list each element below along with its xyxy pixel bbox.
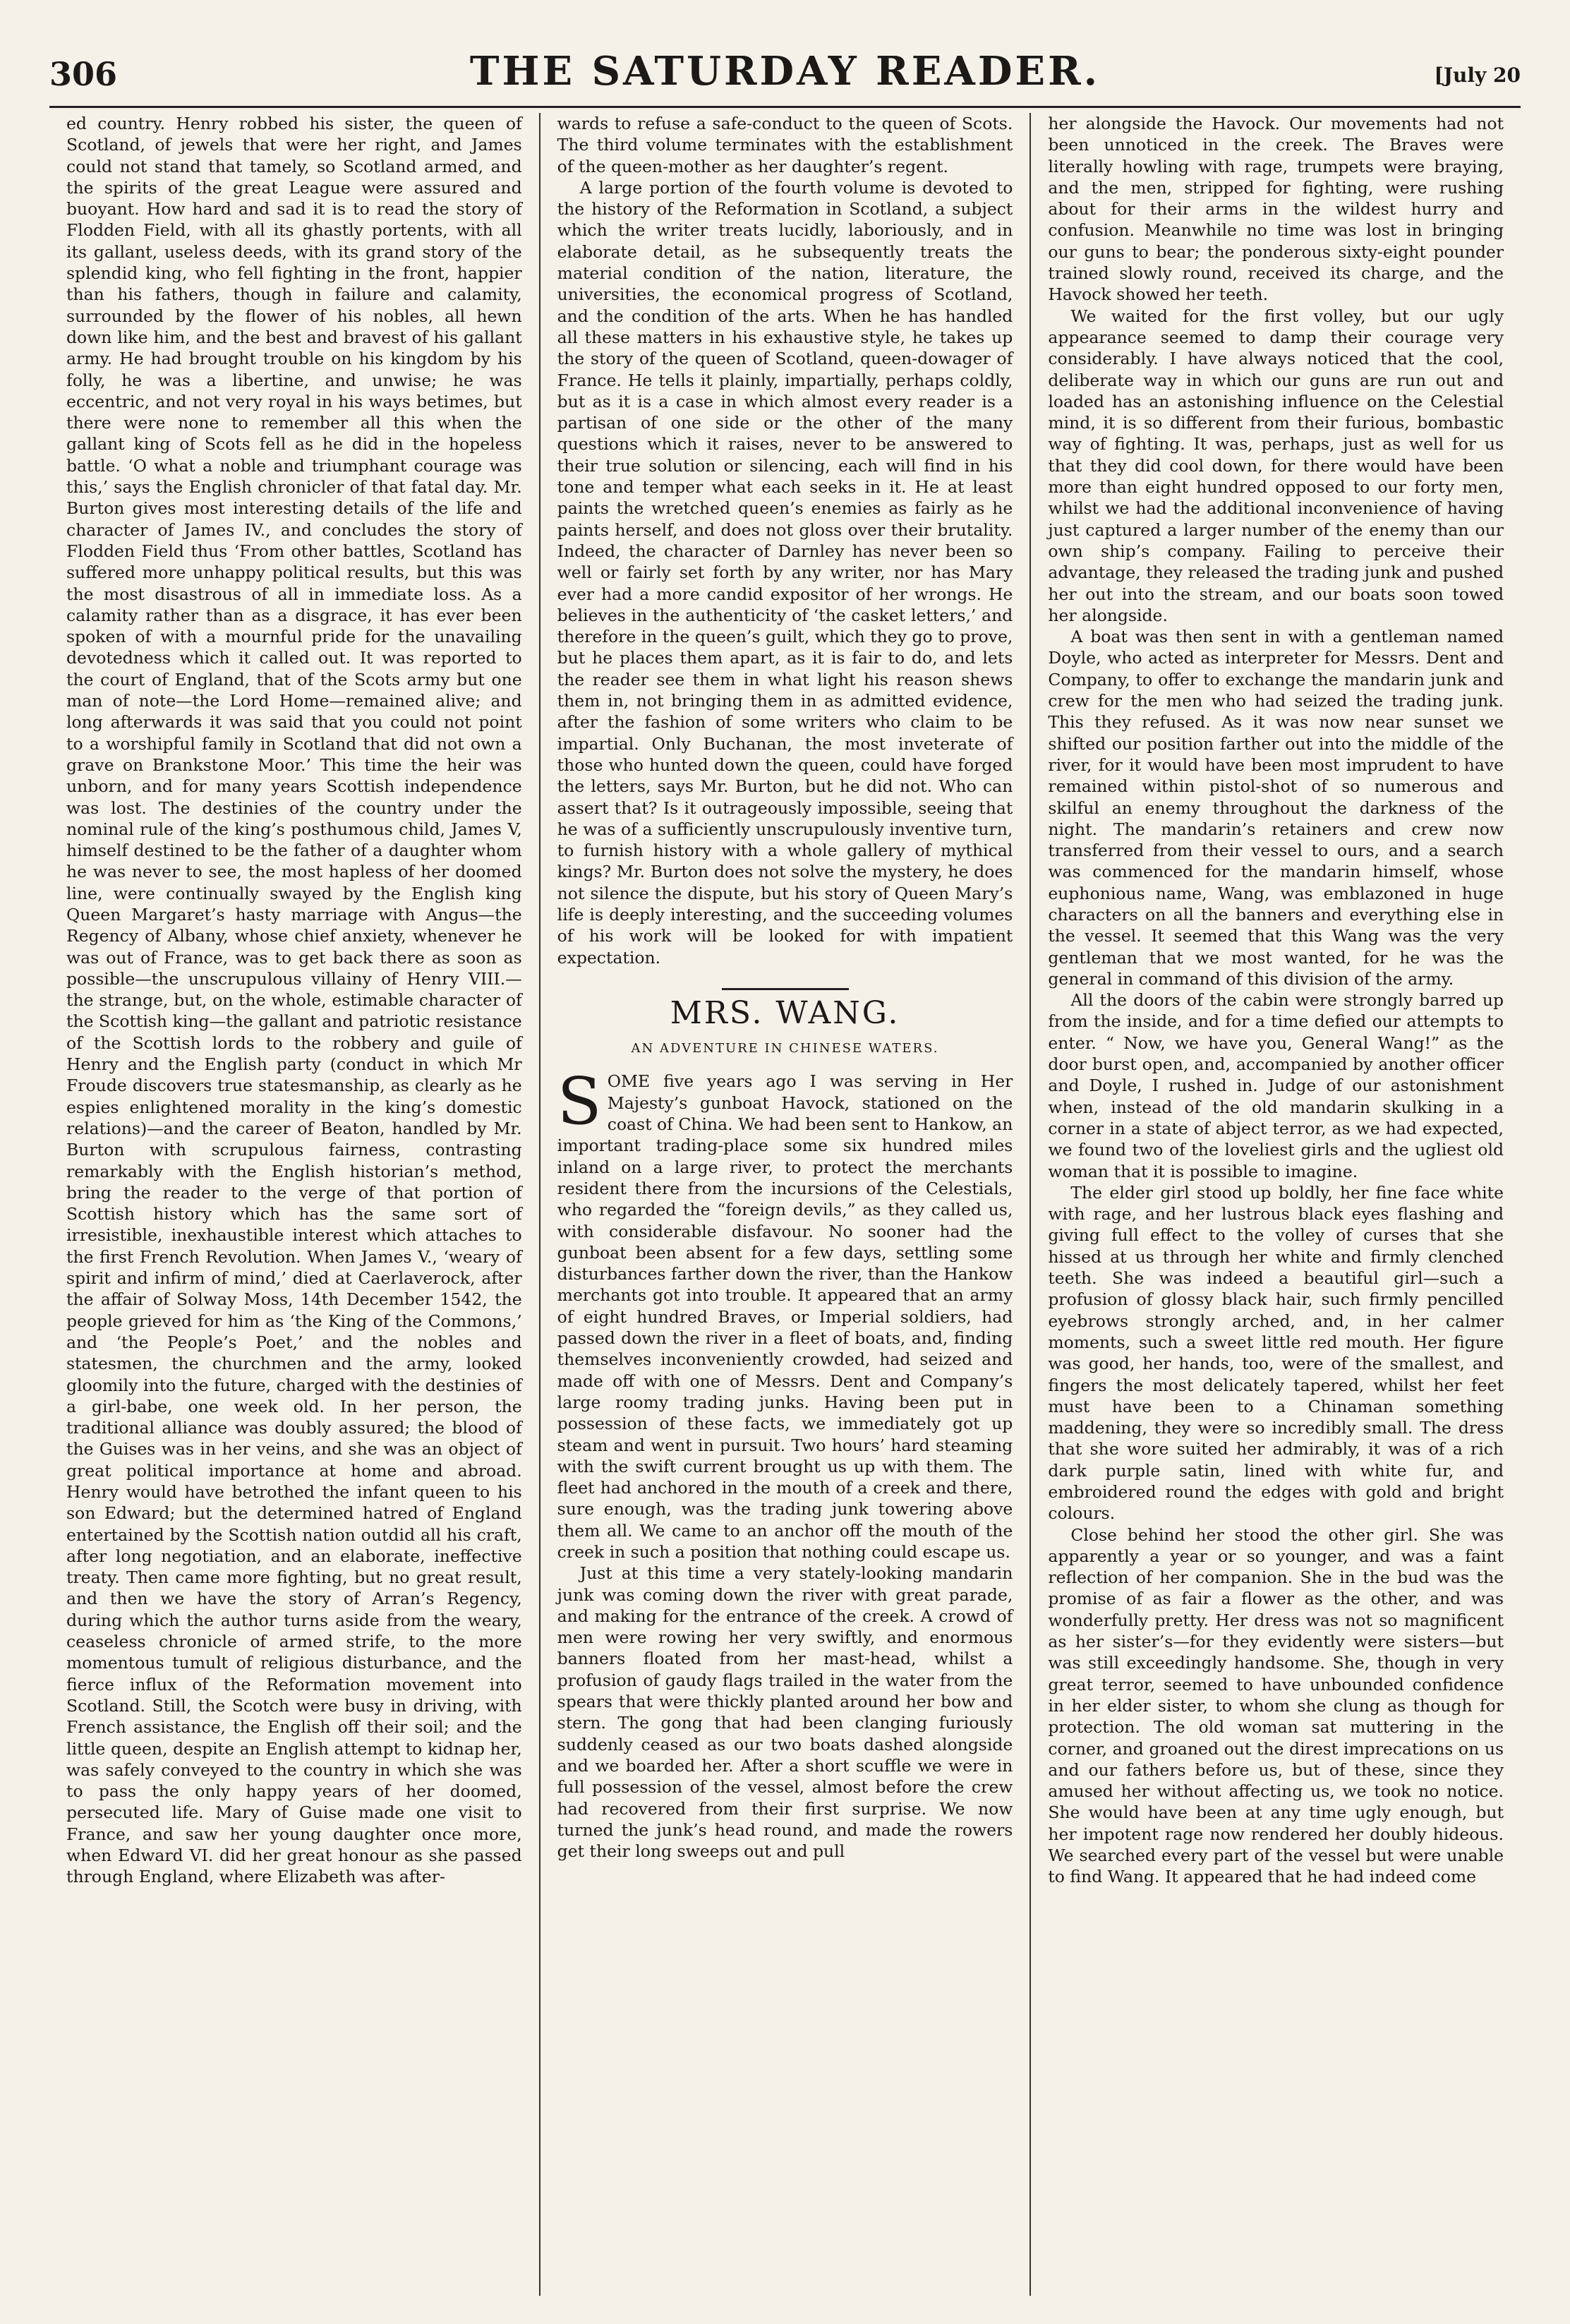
section-divider [722, 988, 849, 990]
paragraph-text: OME five years ago I was serving in Her Majesty’s gunboat Havock, stationed on the coast of China. We had been sent to Hankow, an important trading-place some six hundred miles inland on a large river, to protect the merchants resident there from the incursions of the Celestials, who regarded the “foreign devils,” as they called us, with considerable disfavour. No sooner had the gunboat been absent for a few days, settling some disturbances farther down the river, than the Hankow merchants got into trouble. It appeared that an army of eight hundred Braves, or Imperial soldiers, had passed down the river in a fleet of boats, and, finding themselves inconveniently crowded, had seized and made off with one of Messrs. Dent and Company’s large roomy trading junks. Having been put in possession of these facts, we immediately got up steam and went in pursuit. Two hours’ hard steaming with the swift current brought us up with them. The fleet had anchored in the mouth of a creek and there, sure enough, was the trading junk towering above them all. We came to an anchor off the mouth of the creek in such a position that nothing could escape us. [557, 1071, 1013, 1562]
paragraph [557, 1064, 1013, 1563]
paragraph: Just at this time a very stately-looking mandarin junk was coming down the river with great parade, and making for the entrance of the creek. A crowd of men were rowing her very swiftly, and enormous banners floated from her mast-head, whilst a profusion of gaudy flags trailed in the water from the spears that were thickly planted around her bow and stern. The gong that had been clanging furiously suddenly ceased as our two boats dashed alongside and we boarded her. After a short scuffle we were in full possession of the vessel, almost before the crew had recovered from their first surprise. We now turned the junk’s head round, and made the rowers get their long sweeps out and pull [557, 1563, 1013, 1862]
issue-date: [July 20 [1434, 64, 1521, 87]
page-number: 306 [49, 55, 118, 93]
column-1 [49, 113, 539, 2296]
text-columns [49, 113, 1521, 2296]
paragraph: A large portion of the fourth volume is devoted to the history of the Reformation in Scotland, a subject which the writer treats lucidly, laboriously, and in elaborate detail, as he subsequently treats the material condition of the nation, literature, the universities, the economical progress of Scotland, and the condition of the arts. When he has handled all these matters in his exhaustive style, he takes up the story of the queen of Scotland, queen-dowager of France. He tells it plainly, impartially, perhaps coldly, but as it is a case in which almost every reader is a partisan of one side or the other of the many questions which it raises, never to be answered to their true solution or silencing, each will find in his tone and temper what each seeks in it. He at least paints the wretched queen’s enemies as fairly as he paints herself, and does not gloss over their brutality. Indeed, the character of Darnley has never been so well or fairly set forth by any writer, nor has Mary ever had a more candid expositor of her wrongs. He believes in the authenticity of ‘the casket letters,’ and therefore in the queen’s guilt, which they go to prove, but he places them apart, as it is fair to do, and lets the reader see them in what light his reason shews them in, not bringing them in as admitted evidence, after the fashion of some writers who claim to be impartial. Only Buchanan, the most inveterate of those who hunted down the queen, could have forged the letters, says Mr. Burton, but he did not. Who can assert that? Is it outrageously impossible, seeing that he was of a sufficiently unscrupulously inventive turn, to furnish history with a whole gallery of mythical kings? Mr. Burton does not solve the mystery, he does not silence the dispute, but his story of Queen Mary’s life is deeply interesting, and the succeeding volumes of his work will be looked for with impatient expectation. [557, 177, 1013, 968]
paragraph: All the doors of the cabin were strongly barred up from the inside, and for a time defied our attempts to enter. “ Now, we have you, General Wang!” as the door burst open, and, accompanied by another officer and Doyle, I rushed in. Judge of our astonishment when, instead of the old mandarin skulking in a corner in a state of abject terror, as we had expected, we found two of the loveliest girls and the ugliest old woman that it is possible to imagine. [1048, 990, 1504, 1181]
running-title: THE SATURDAY READER. [469, 48, 1101, 95]
article-subtitle: AN ADVENTURE IN CHINESE WATERS. [631, 1041, 939, 1056]
drop-cap: S [557, 1064, 602, 1140]
paragraph: A boat was then sent in with a gentleman named Doyle, who acted as interpreter for Messrs. Dent and Company, to offer to exchange the mandarin junk and crew for the men who had seized the trading junk. This they refused. As it was now near sunset we shifted our position farther out into the middle of the river, for it would have been most imprudent to have remained within pistol-shot of so numerous and skilful an enemy throughout the darkness of the night. The mandarin’s retainers and crew now transferred from their vessel to ours, and a search was commenced for the mandarin himself, whose euphonious name, Wang, was emblazoned in huge characters on all the banners and everything else in the vessel. It seemed that this Wang was the very gentleman that we most wanted, for he was the general in command of this division of the army. [1048, 627, 1504, 989]
paragraph: We waited for the first volley, but our ugly appearance seemed to damp their courage very considerably. I have always noticed that the cool, deliberate way in which our guns are run out and loaded has an astonishing influence on the Celestial mind, it is so different from their furious, bombastic way of fighting. It was, perhaps, just as well for us that they did cool down, for there would have been more than eight hundred opposed to our forty men, whilst we had the additional inconvenience of having just captured a larger number of the enemy than our own ship’s company. Failing to perceive their advantage, they released the trading junk and pushed her out into the stream, and our boats soon towed her alongside. [1048, 306, 1504, 625]
paragraph: The elder girl stood up boldly, her fine face white with rage, and her lustrous black eyes flashing and giving full effect to the volley of curses that she hissed at us through her white and firmly clenched teeth. She was indeed a beautiful girl—such a profusion of glossy black hair, such firmly pencilled eyebrows strongly arched, and, in her calmer moments, such a sweet little red mouth. Her figure was good, her hands, too, were of the smallest, and fingers the most delicately tapered, whilst her feet must have been to a Chinaman something maddening, they were so incredibly small. The dress that she wore suited her admirably, it was of a rich dark purple satin, lined with white fur, and embroidered round the edges with gold and bright colours. [1048, 1182, 1504, 1524]
paragraph: wards to refuse a safe-conduct to the queen of Scots. The third volume terminates with the establishment of the queen-mother as her daughter’s regent. [557, 114, 1013, 176]
article-title: MRS. WANG. [670, 994, 900, 1031]
page-header [49, 28, 1521, 108]
column-2 [539, 113, 1030, 2296]
column-3 [1029, 113, 1521, 2296]
paragraph: her alongside the Havock. Our movements had not been unnoticed in the creek. The Braves were literally howling with rage, trumpets were braying, and the men, stripped for fighting, were rushing about for their arms in the wildest hurry and confusion. Meanwhile no time was lost in bringing our guns to bear; the ponderous sixty-eight pounder trained slowly round, received its charge, and the Havock showed her teeth. [1048, 114, 1504, 305]
paragraph: Close behind her stood the other girl. She was apparently a year or so younger, and was a faint reflection of her companion. She in the bud was the promise of as fair a flower as the other, and was wonderfully pretty. Her dress was not so magnificent as her sister’s—for they evidently were sisters—but was still exceedingly handsome. She, though in very great terror, seemed to have unbounded confidence in her elder sister, to whom she clung as though for protection. The old woman sat muttering in the corner, and groaned out the direst imprecations on us and our fathers before us, but of these, since they amused her without affecting us, we took no notice. She would have been at any time ugly enough, but her impotent rage now rendered her doubly hideous. We searched every part of the vessel but were unable to find Wang. It appeared that he had indeed come [1048, 1524, 1504, 1887]
paragraph: ed country. Henry robbed his sister, the queen of Scotland, of jewels that were her right, and James could not stand that tamely, so Scotland armed, and the spirits of the great League were assured and buoyant. How hard and sad it is to read the story of Flodden Field, with all its ghastly portents, with all its gallant, useless deeds, with its grand story of the splendid king, who fell fighting in the front, happier than his fathers, though in failure and calamity, surrounded by the flower of his nobles, all hewn down like him, and the best and bravest of his gallant army. He had brought trouble on his kingdom by his folly, he was a libertine, and unwise; he was eccentric, and not very royal in his ways betimes, but there were none to remember all this when the gallant king of Scots fell as he did in the hopeless battle. ‘O what a noble and triumphant courage was this,’ says the English chronicler of that fatal day. Mr. Burton gives most interesting details of the life and character of James IV., and concludes the story of Flodden Field thus ‘From other battles, Scotland has suffered more unhappy political results, but this was the most disastrous of all in immediate loss. As a calamity rather than as a disgrace, it has ever been spoken of with a mournful pride for the unavailing devotedness which it called out. It was reported to the court of England, that of the Scots army but one man of note—the Lord Home—remained alive; and long afterwards it was said that you could not point to a worshipful family in Scotland that did not own a grave on Brankstone Moor.’ This time the heir was unborn, and for many years Scottish independence was lost. The destinies of the country under the nominal rule of the king’s posthumous child, James V, himself destined to be the father of a daughter whom he was never to see, the most hapless of her doomed line, were continually swayed by the English king Queen Margaret’s hasty marriage with Angus—the Regency of Albany, whose chief anxiety, whenever he was out of France, was to get back there as soon as possible—the unscrupulous villainy of Henry VIII.—the strange, but, on the whole, estimable character of the Scottish king—the gallant and patriotic resistance of the Scottish lords to the robbery and guile of Henry and the English party (conduct in which Mr Froude discovers true statesmanship, as clearly as he espies enlightened morality in the king’s domestic relations)—and the career of Beaton, handled by Mr. Burton with scrupulous fairness, contrasting remarkably with the English historian’s method, bring the reader to the verge of that portion of Scottish history which has the same sort of irresistible, inexhaustible interest which attaches to the first French Revolution. When James V., ‘weary of spirit and infirm of mind,’ died at Caerlaverock, after the affair of Solway Moss, 14th December 1542, the people grieved for him as ‘the King of the Commons,’ and ‘the People’s Poet,’ and the nobles and statesmen, the churchmen and the army, looked gloomily into the future, charged with the destinies of a girl-babe, one week old. In her person, the traditional alliance was doubly assured; the blood of the Guises was in her veins, and she was an object of great political importance at home and abroad. Henry would have betrothed the infant queen to his son Edward; but the determined hatred of England entertained by the Scottish nation outdid all his craft, after long negotiation, and an elaborate, ineffective treaty. Then came more fighting, but no great result, and then we have the story of Arran’s Regency, during which the author turns aside from the weary, ceaseless chronicle of armed strife, to the more momentous tumult of religious disturbance, and the fierce influx of the Reformation movement into Scotland. Still, the Scotch were busy in driving, with French assistance, the English off their soil; and the little queen, despite an English attempt to kidnap her, was safely conveyed to the country in which she was to pass the only happy years of her doomed, persecuted life. Mary of Guise made one visit to France, and saw her young daughter once more, when Edward VI. did her great honour as she passed through England, where Elizabeth was after- [66, 114, 522, 1887]
